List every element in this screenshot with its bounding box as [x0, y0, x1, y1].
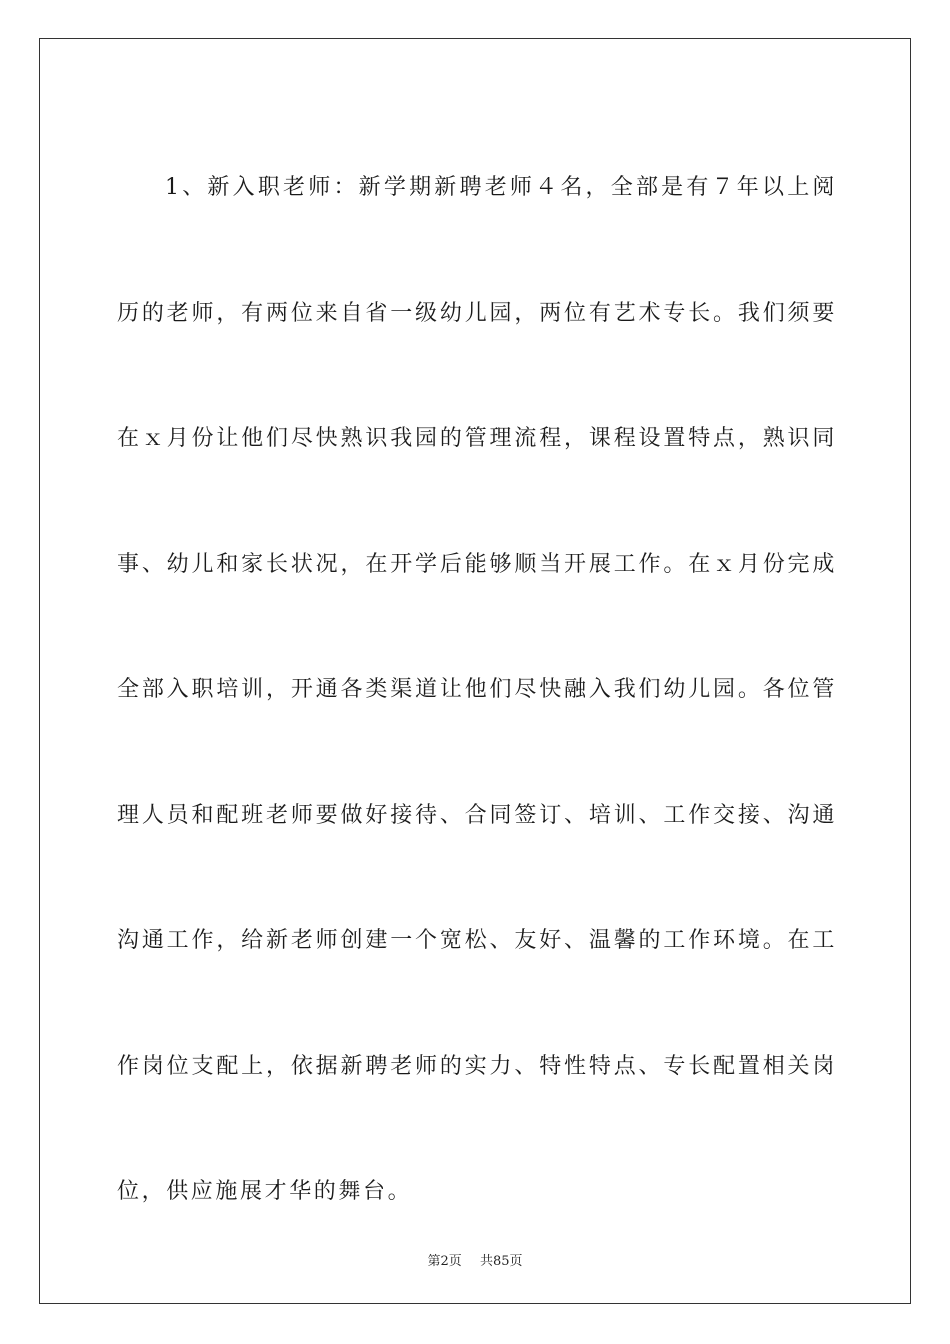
- page-number: 第2页: [427, 1254, 462, 1269]
- page-footer: [0, 1250, 950, 1269]
- total-pages: 共85页: [479, 1254, 523, 1269]
- body-paragraph: 1、新入职老师：新学期新聘老师４名，全部是有７年以上阅历的老师，有两位来自省一级幼儿园，两位有艺术专长。我们须要在ｘ月份让他们尽快熟识我园的管理流程，课程设置特点，熟识同事、幼儿和家长状况，在开学后能够顺当开展工作。在ｘ月份完成全部入职培训，开通各类渠道让他们尽快融入我们幼儿园。各位管理人员和配班老师要做好接待、合同签订、培训、工作交接、沟通沟通工作，给新老师创建一个宽松、友好、温馨的工作环境。在工作岗位支配上，依据新聘老师的实力、特性特点、专长配置相关岗位，供应施展才华的舞台。: [117, 175, 837, 1204]
